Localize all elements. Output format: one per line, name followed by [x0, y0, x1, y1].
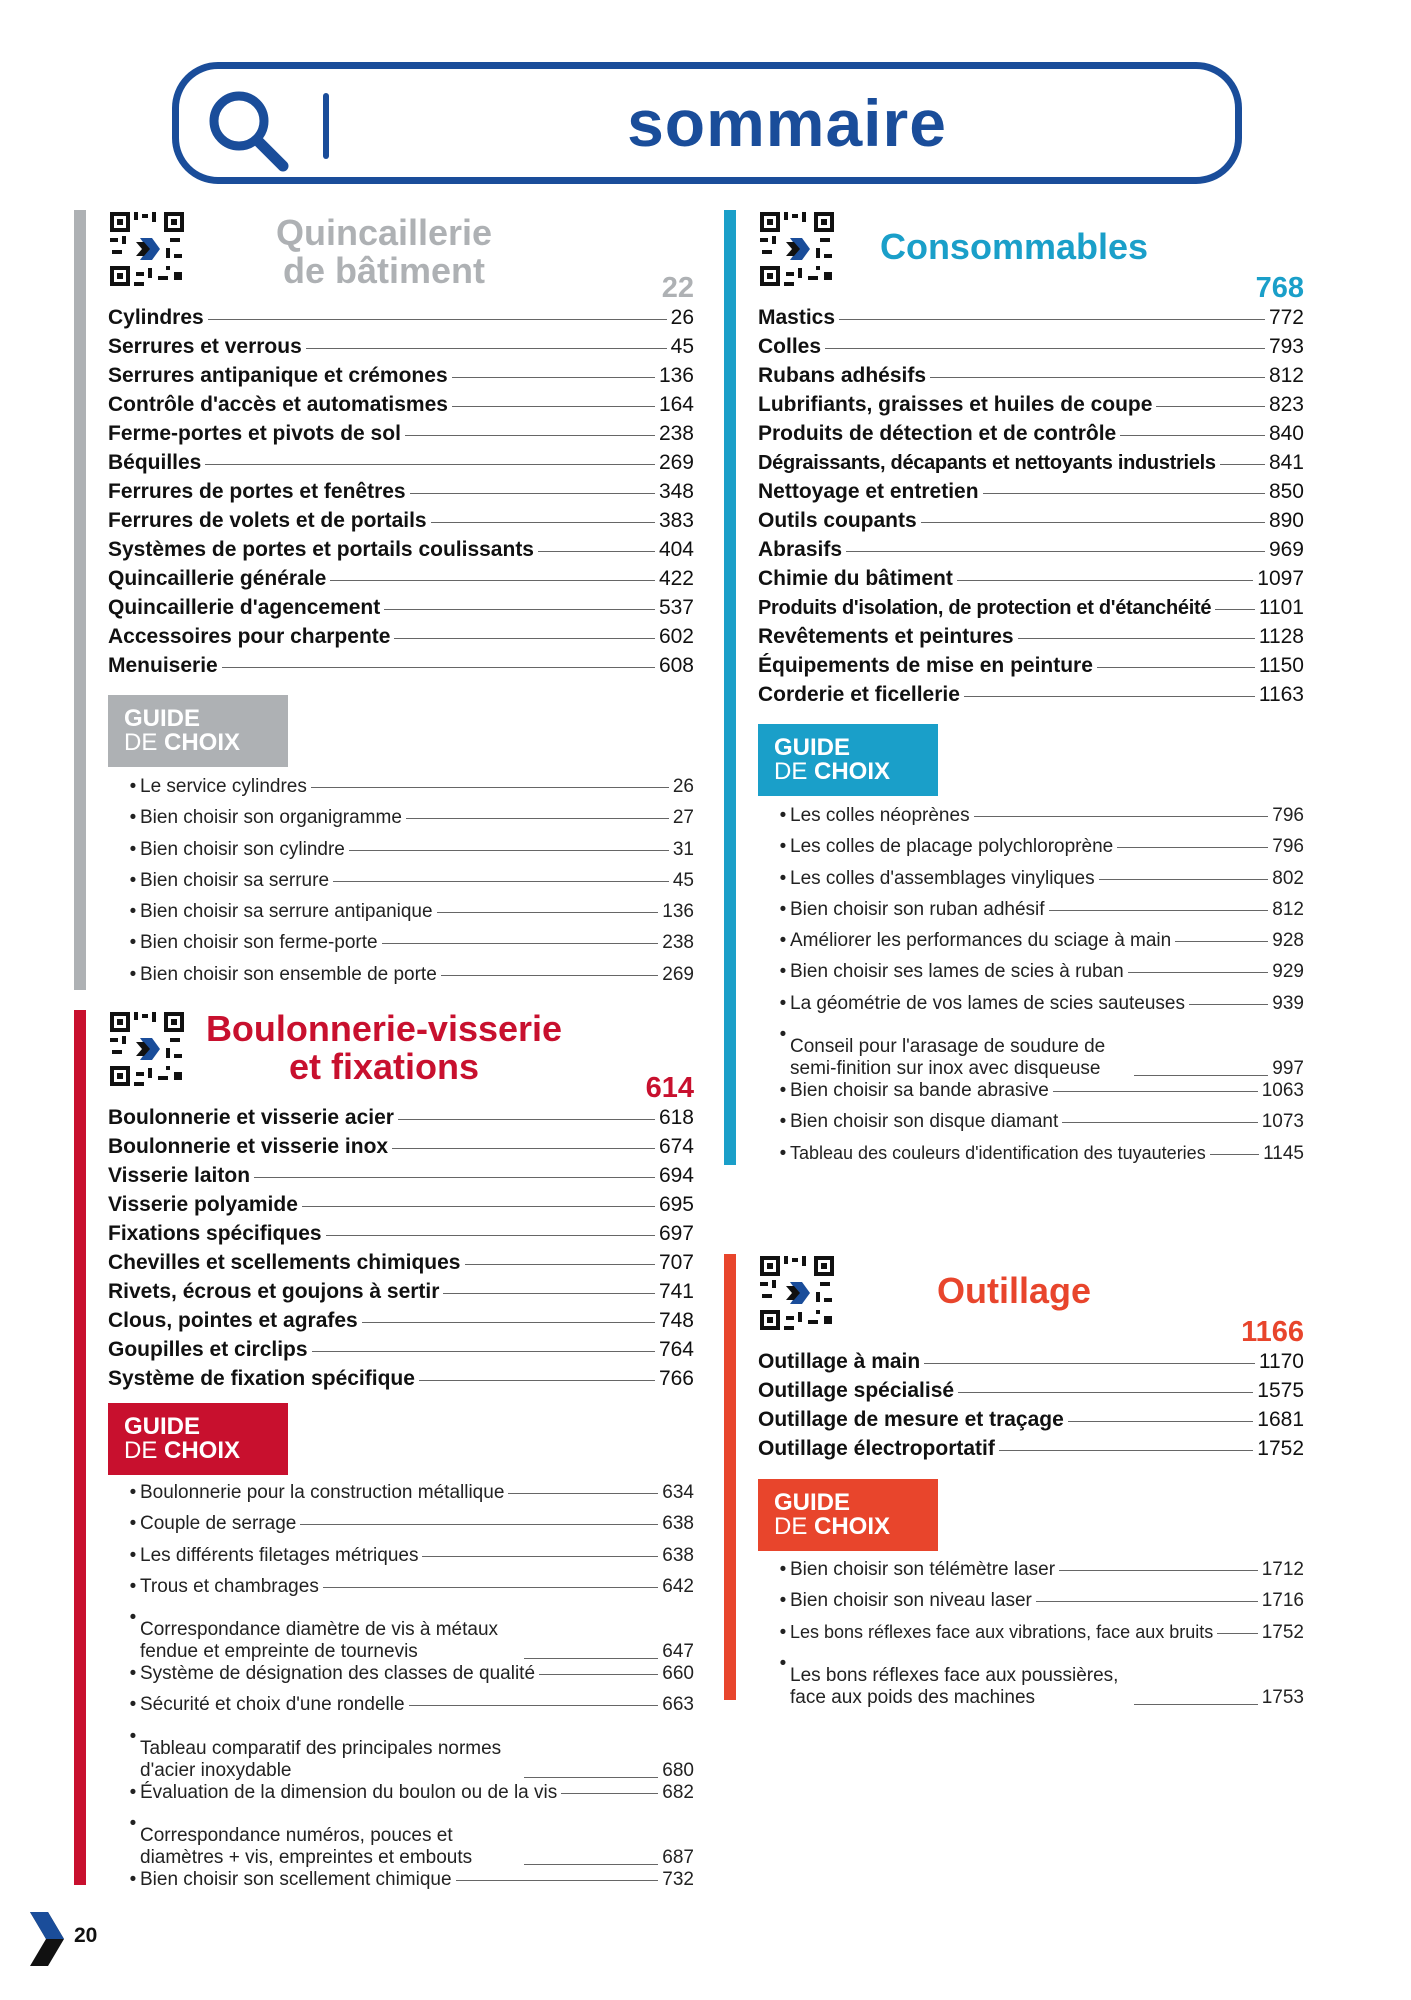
chevron-right-icon	[30, 1912, 64, 1966]
toc-item[interactable]: Outillage à main 1170	[758, 1350, 1304, 1373]
toc-item[interactable]: Nettoyage et entretien 850	[758, 480, 1304, 503]
guide-item[interactable]: • Couple de serrage 638	[129, 1513, 694, 1535]
guide-item[interactable]: • Les bons réflexes face aux vibrations, face aux bruits 1752	[779, 1621, 1304, 1643]
section-title: Boulonnerie-visserie et fixations	[205, 1008, 563, 1087]
guide-item[interactable]: • Correspondance diamètre de vis à métaux fendue et empreinte de tournevis 647	[129, 1607, 694, 1663]
toc-item[interactable]: Chevilles et scellements chimiques 707	[108, 1251, 694, 1274]
toc-list	[108, 306, 694, 683]
section-page: 768	[1255, 272, 1304, 304]
guide-list	[758, 805, 1304, 1174]
guide-item[interactable]: • La géométrie de vos lames de scies sauteuses 939	[779, 992, 1304, 1014]
guide-item[interactable]: • Bien choisir son cylindre 31	[129, 838, 694, 860]
guide-item[interactable]: • Le service cylindres 26	[129, 776, 694, 797]
toc-item[interactable]: Boulonnerie et visserie inox 674	[108, 1135, 694, 1158]
guide-de-choix-badge: GUIDE DE CHOIX	[108, 695, 288, 767]
toc-item[interactable]: Menuiserie 608	[108, 654, 694, 677]
section-title: Consommables	[879, 226, 1149, 267]
guide-item[interactable]: • Boulonnerie pour la construction métallique 634	[129, 1482, 694, 1503]
toc-item[interactable]: Serrures et verrous 45	[108, 335, 694, 358]
guide-item[interactable]: • Conseil pour l'arasage de soudure de semi-finition sur inox avec disqueuse 997	[779, 1024, 1304, 1080]
toc-item[interactable]: Abrasifs 969	[758, 538, 1304, 561]
section-title: Outillage	[936, 1270, 1092, 1311]
section-page: 614	[645, 1072, 694, 1104]
qr-code-icon	[108, 1010, 186, 1088]
guide-item[interactable]: • Améliorer les performances du sciage à main 928	[779, 930, 1304, 952]
qr-code-icon	[108, 210, 186, 288]
toc-item[interactable]: Goupilles et circlips 764	[108, 1338, 694, 1361]
guide-item[interactable]: • Bien choisir son disque diamant 1073	[779, 1111, 1304, 1133]
guide-item[interactable]: • Tableau des couleurs d'identification des tuyauteries 1145	[779, 1142, 1304, 1164]
toc-item[interactable]: Béquilles 269	[108, 451, 694, 474]
toc-item[interactable]: Quincaillerie d'agencement 537	[108, 596, 694, 619]
section-bar	[724, 210, 736, 1165]
toc-item[interactable]: Ferme-portes et pivots de sol 238	[108, 422, 694, 445]
guide-item[interactable]: • Les colles de placage polychloroprène 796	[779, 836, 1304, 858]
toc-item[interactable]: Équipements de mise en peinture 1150	[758, 654, 1304, 677]
guide-item[interactable]: • Bien choisir son ferme-porte 238	[129, 932, 694, 954]
guide-item[interactable]: • Bien choisir son télémètre laser 1712	[779, 1559, 1304, 1580]
section-page: 1166	[1241, 1316, 1304, 1348]
guide-item[interactable]: • Trous et chambrages 642	[129, 1575, 694, 1597]
guide-item[interactable]: • Bien choisir son scellement chimique 732	[129, 1869, 694, 1891]
section-consommables	[724, 210, 1304, 1170]
toc-list	[758, 1350, 1304, 1466]
guide-item[interactable]: • Bien choisir son ensemble de porte 269	[129, 963, 694, 985]
toc-item[interactable]: Visserie laiton 694	[108, 1164, 694, 1187]
toc-item[interactable]: Cylindres 26	[108, 306, 694, 329]
toc-list	[758, 306, 1304, 712]
toc-item[interactable]: Outillage de mesure et traçage 1681	[758, 1408, 1304, 1431]
section-title: Quincaillerie de bâtiment	[275, 212, 493, 291]
section-bar	[724, 1254, 736, 1700]
toc-item[interactable]: Mastics 772	[758, 306, 1304, 329]
toc-item[interactable]: Ferrures de portes et fenêtres 348	[108, 480, 694, 503]
page-header	[172, 62, 1242, 184]
qr-code-icon	[758, 210, 836, 288]
guide-item[interactable]: • Correspondance numéros, pouces et diamètres + vis, empreintes et embouts 687	[129, 1813, 694, 1869]
guide-item[interactable]: • Évaluation de la dimension du boulon ou de la vis 682	[129, 1781, 694, 1803]
toc-item[interactable]: Rivets, écrous et goujons à sertir 741	[108, 1280, 694, 1303]
toc-item[interactable]: Quincaillerie générale 422	[108, 567, 694, 590]
toc-item[interactable]: Visserie polyamide 695	[108, 1193, 694, 1216]
guide-item[interactable]: • Bien choisir sa serrure antipanique 136	[129, 901, 694, 923]
toc-item[interactable]: Outillage électroportatif 1752	[758, 1437, 1304, 1460]
toc-item[interactable]: Dégraissants, décapants et nettoyants industriels 841	[758, 451, 1304, 474]
guide-item[interactable]: • Les colles d'assemblages vinyliques 802	[779, 867, 1304, 889]
section-bar	[74, 210, 86, 990]
guide-item[interactable]: • Bien choisir son ruban adhésif 812	[779, 898, 1304, 920]
section-page: 22	[661, 272, 694, 304]
toc-item[interactable]: Rubans adhésifs 812	[758, 364, 1304, 387]
guide-item[interactable]: • Sécurité et choix d'une rondelle 663	[129, 1694, 694, 1716]
guide-list	[758, 1559, 1304, 1709]
guide-item[interactable]: • Bien choisir sa serrure 45	[129, 869, 694, 891]
toc-item[interactable]: Ferrures de volets et de portails 383	[108, 509, 694, 532]
section-outillage	[724, 1254, 1304, 1708]
toc-item[interactable]: Serrures antipanique et crémones 136	[108, 364, 694, 387]
toc-item[interactable]: Outils coupants 890	[758, 509, 1304, 532]
toc-item[interactable]: Système de fixation spécifique 766	[108, 1367, 694, 1390]
guide-de-choix-badge: GUIDE DE CHOIX	[758, 1479, 938, 1551]
guide-item[interactable]: • Les colles néoprènes 796	[779, 805, 1304, 826]
toc-item[interactable]: Corderie et ficellerie 1163	[758, 683, 1304, 706]
toc-item[interactable]: Contrôle d'accès et automatismes 164	[108, 393, 694, 416]
toc-item[interactable]: Outillage spécialisé 1575	[758, 1379, 1304, 1402]
toc-item[interactable]: Revêtements et peintures 1128	[758, 625, 1304, 648]
section-boulonnerie	[74, 1010, 694, 1890]
guide-list	[108, 1482, 694, 1900]
page-number: 20	[74, 1924, 98, 1947]
guide-item[interactable]: • Bien choisir sa bande abrasive 1063	[779, 1080, 1304, 1102]
guide-item[interactable]: • Les différents filetages métriques 638	[129, 1544, 694, 1566]
toc-item[interactable]: Produits de détection et de contrôle 840	[758, 422, 1304, 445]
guide-de-choix-badge: GUIDE DE CHOIX	[108, 1403, 288, 1475]
toc-item[interactable]: Boulonnerie et visserie acier 618	[108, 1106, 694, 1129]
toc-list	[108, 1106, 694, 1396]
guide-item[interactable]: • Bien choisir ses lames de scies à ruban 929	[779, 961, 1304, 983]
section-bar	[74, 1010, 86, 1885]
toc-item[interactable]: Chimie du bâtiment 1097	[758, 567, 1304, 590]
guide-de-choix-badge: GUIDE DE CHOIX	[758, 724, 938, 796]
qr-code-icon	[758, 1254, 836, 1332]
toc-item[interactable]: Colles 793	[758, 335, 1304, 358]
guide-item[interactable]: • Les bons réflexes face aux poussières, face aux poids des machines 1753	[779, 1652, 1304, 1708]
guide-list	[108, 776, 694, 995]
section-quincaillerie	[74, 210, 694, 990]
guide-item[interactable]: • Bien choisir son organigramme 27	[129, 807, 694, 829]
toc-item[interactable]: Produits d'isolation, de protection et d'étanchéité 1101	[758, 596, 1304, 619]
toc-item[interactable]: Systèmes de portes et portails coulissants 404	[108, 538, 694, 561]
guide-item[interactable]: • Système de désignation des classes de qualité 660	[129, 1663, 694, 1685]
toc-item[interactable]: Accessoires pour charpente 602	[108, 625, 694, 648]
toc-item[interactable]: Fixations spécifiques 697	[108, 1222, 694, 1245]
toc-item[interactable]: Lubrifiants, graisses et huiles de coupe 823	[758, 393, 1304, 416]
guide-item[interactable]: • Bien choisir son niveau laser 1716	[779, 1590, 1304, 1612]
guide-item[interactable]: • Tableau comparatif des principales normes d'acier inoxydable 680	[129, 1725, 694, 1781]
toc-item[interactable]: Clous, pointes et agrafes 748	[108, 1309, 694, 1332]
page-title: sommaire	[627, 86, 947, 160]
